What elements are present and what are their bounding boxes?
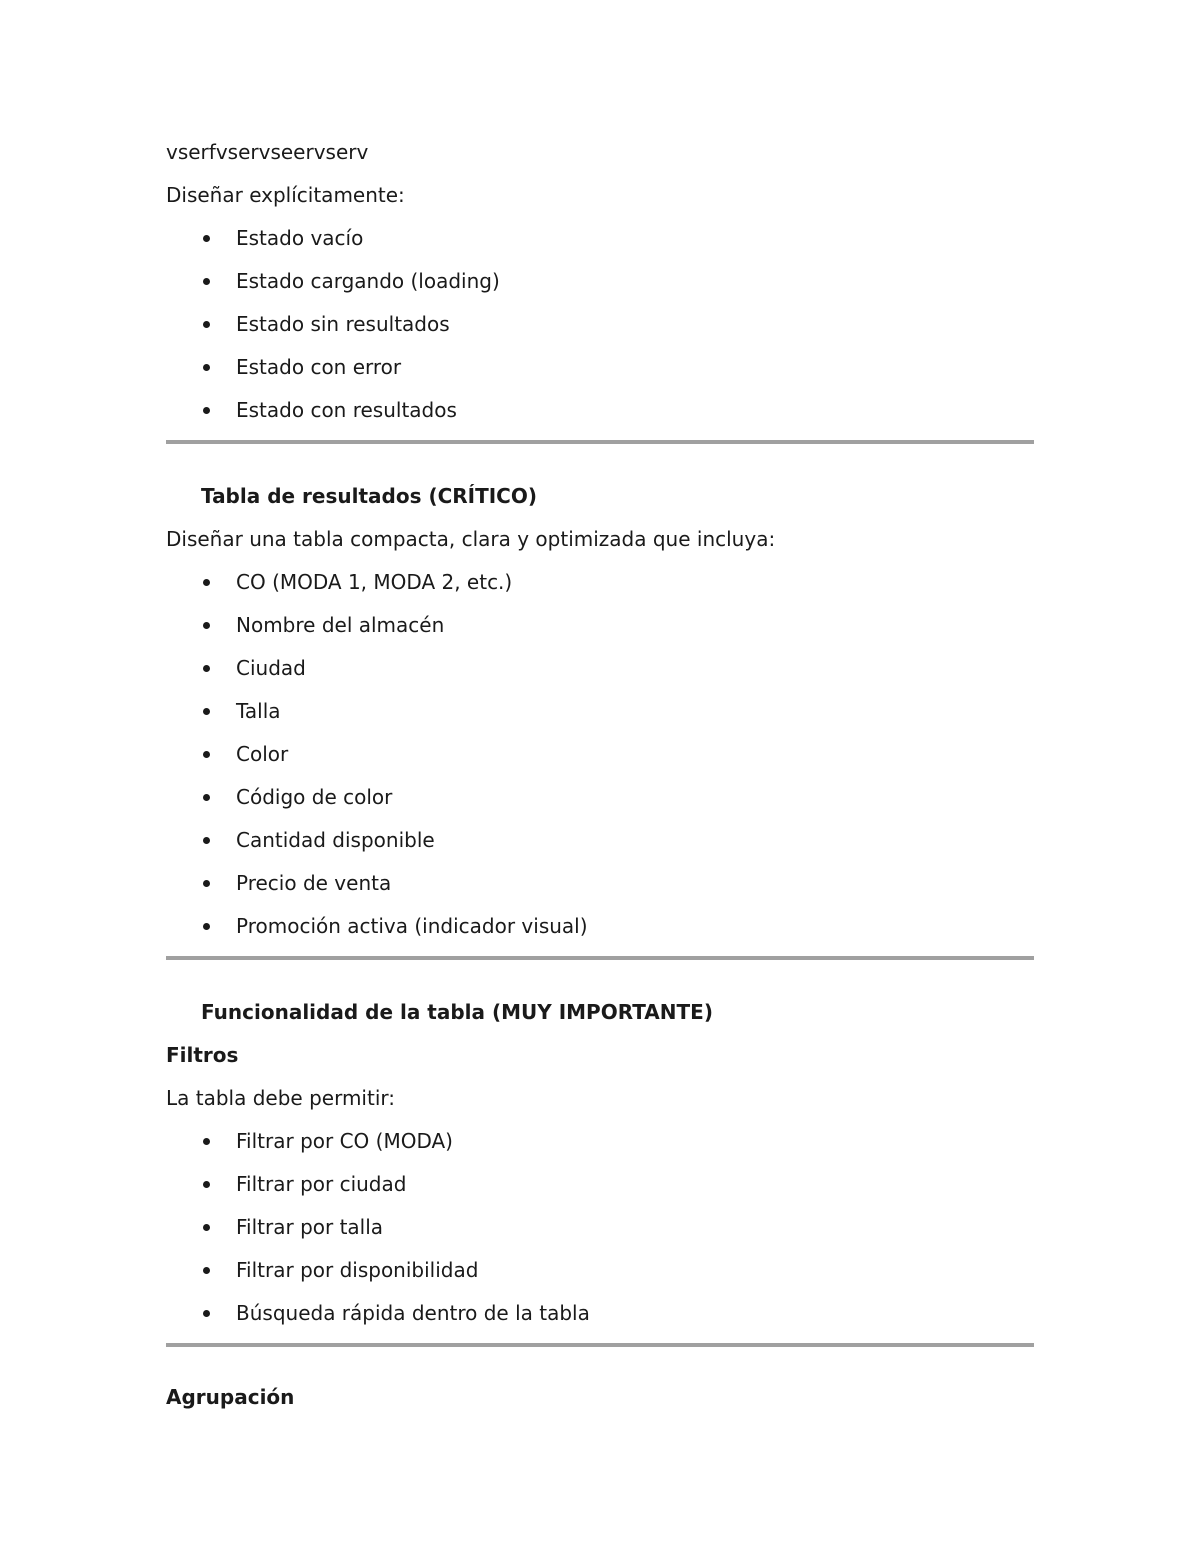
list-item: [166, 912, 1034, 940]
bullet-icon: [203, 1267, 210, 1274]
list-item-text: Precio de venta: [236, 871, 392, 895]
list-item: [166, 783, 1034, 811]
bullet-icon: [203, 278, 210, 285]
intro-line: vserfvservseervserv: [166, 140, 369, 164]
list-item: [166, 611, 1034, 639]
list-item-text: Código de color: [236, 785, 393, 809]
bullet-icon: [203, 751, 210, 758]
table-section-lead: Diseñar una tabla compacta, clara y optimizada que incluya:: [166, 527, 776, 551]
bullet-icon: [203, 622, 210, 629]
list-item-text: Estado con resultados: [236, 398, 457, 422]
bullet-icon: [203, 321, 210, 328]
section-divider: [166, 1343, 1034, 1347]
bullet-icon: [203, 407, 210, 414]
list-item-text: Filtrar por disponibilidad: [236, 1258, 479, 1282]
bullet-icon: [203, 1138, 210, 1145]
states-list: [166, 224, 1034, 424]
list-item-text: Promoción activa (indicador visual): [236, 914, 588, 938]
list-item-text: Talla: [236, 699, 281, 723]
grouping-heading: Agrupación: [166, 1385, 295, 1409]
list-item: [166, 396, 1034, 424]
list-item: [166, 740, 1034, 768]
section-divider: [166, 956, 1034, 960]
bullet-icon: [203, 794, 210, 801]
table-columns-list: [166, 568, 1034, 940]
list-item: [166, 267, 1034, 295]
bullet-icon: [203, 1224, 210, 1231]
table-section-heading: Tabla de resultados (CRÍTICO): [201, 484, 538, 508]
bullet-icon: [203, 235, 210, 242]
bullet-icon: [203, 923, 210, 930]
bullet-icon: [203, 837, 210, 844]
list-item: [166, 224, 1034, 252]
list-item-text: Estado con error: [236, 355, 402, 379]
list-item-text: CO (MODA 1, MODA 2, etc.): [236, 570, 513, 594]
list-item-text: Nombre del almacén: [236, 613, 445, 637]
bullet-icon: [203, 665, 210, 672]
list-item: [166, 654, 1034, 682]
list-item: [166, 353, 1034, 381]
filters-list: [166, 1127, 1034, 1327]
list-item-text: Cantidad disponible: [236, 828, 435, 852]
bullet-icon: [203, 1310, 210, 1317]
states-lead: Diseñar explícitamente:: [166, 183, 405, 207]
bullet-icon: [203, 364, 210, 371]
functionality-section-heading: Funcionalidad de la tabla (MUY IMPORTANTE): [201, 1000, 713, 1024]
list-item-text: Estado vacío: [236, 226, 364, 250]
list-item: [166, 1170, 1034, 1198]
document-page: [166, 138, 1034, 1426]
list-item-text: Filtrar por ciudad: [236, 1172, 407, 1196]
bullet-icon: [203, 880, 210, 887]
list-item-text: Búsqueda rápida dentro de la tabla: [236, 1301, 590, 1325]
list-item-text: Color: [236, 742, 289, 766]
list-item: [166, 1213, 1034, 1241]
list-item-text: Estado sin resultados: [236, 312, 450, 336]
list-item-text: Filtrar por talla: [236, 1215, 384, 1239]
list-item: [166, 697, 1034, 725]
list-item: [166, 568, 1034, 596]
section-divider: [166, 440, 1034, 444]
list-item: [166, 310, 1034, 338]
list-item-text: Estado cargando (loading): [236, 269, 500, 293]
bullet-icon: [203, 1181, 210, 1188]
list-item: [166, 826, 1034, 854]
filters-heading: Filtros: [166, 1043, 239, 1067]
filters-lead: La tabla debe permitir:: [166, 1086, 395, 1110]
list-item-text: Ciudad: [236, 656, 306, 680]
list-item: [166, 1299, 1034, 1327]
list-item: [166, 1256, 1034, 1284]
list-item: [166, 869, 1034, 897]
bullet-icon: [203, 708, 210, 715]
list-item: [166, 1127, 1034, 1155]
list-item-text: Filtrar por CO (MODA): [236, 1129, 453, 1153]
bullet-icon: [203, 579, 210, 586]
